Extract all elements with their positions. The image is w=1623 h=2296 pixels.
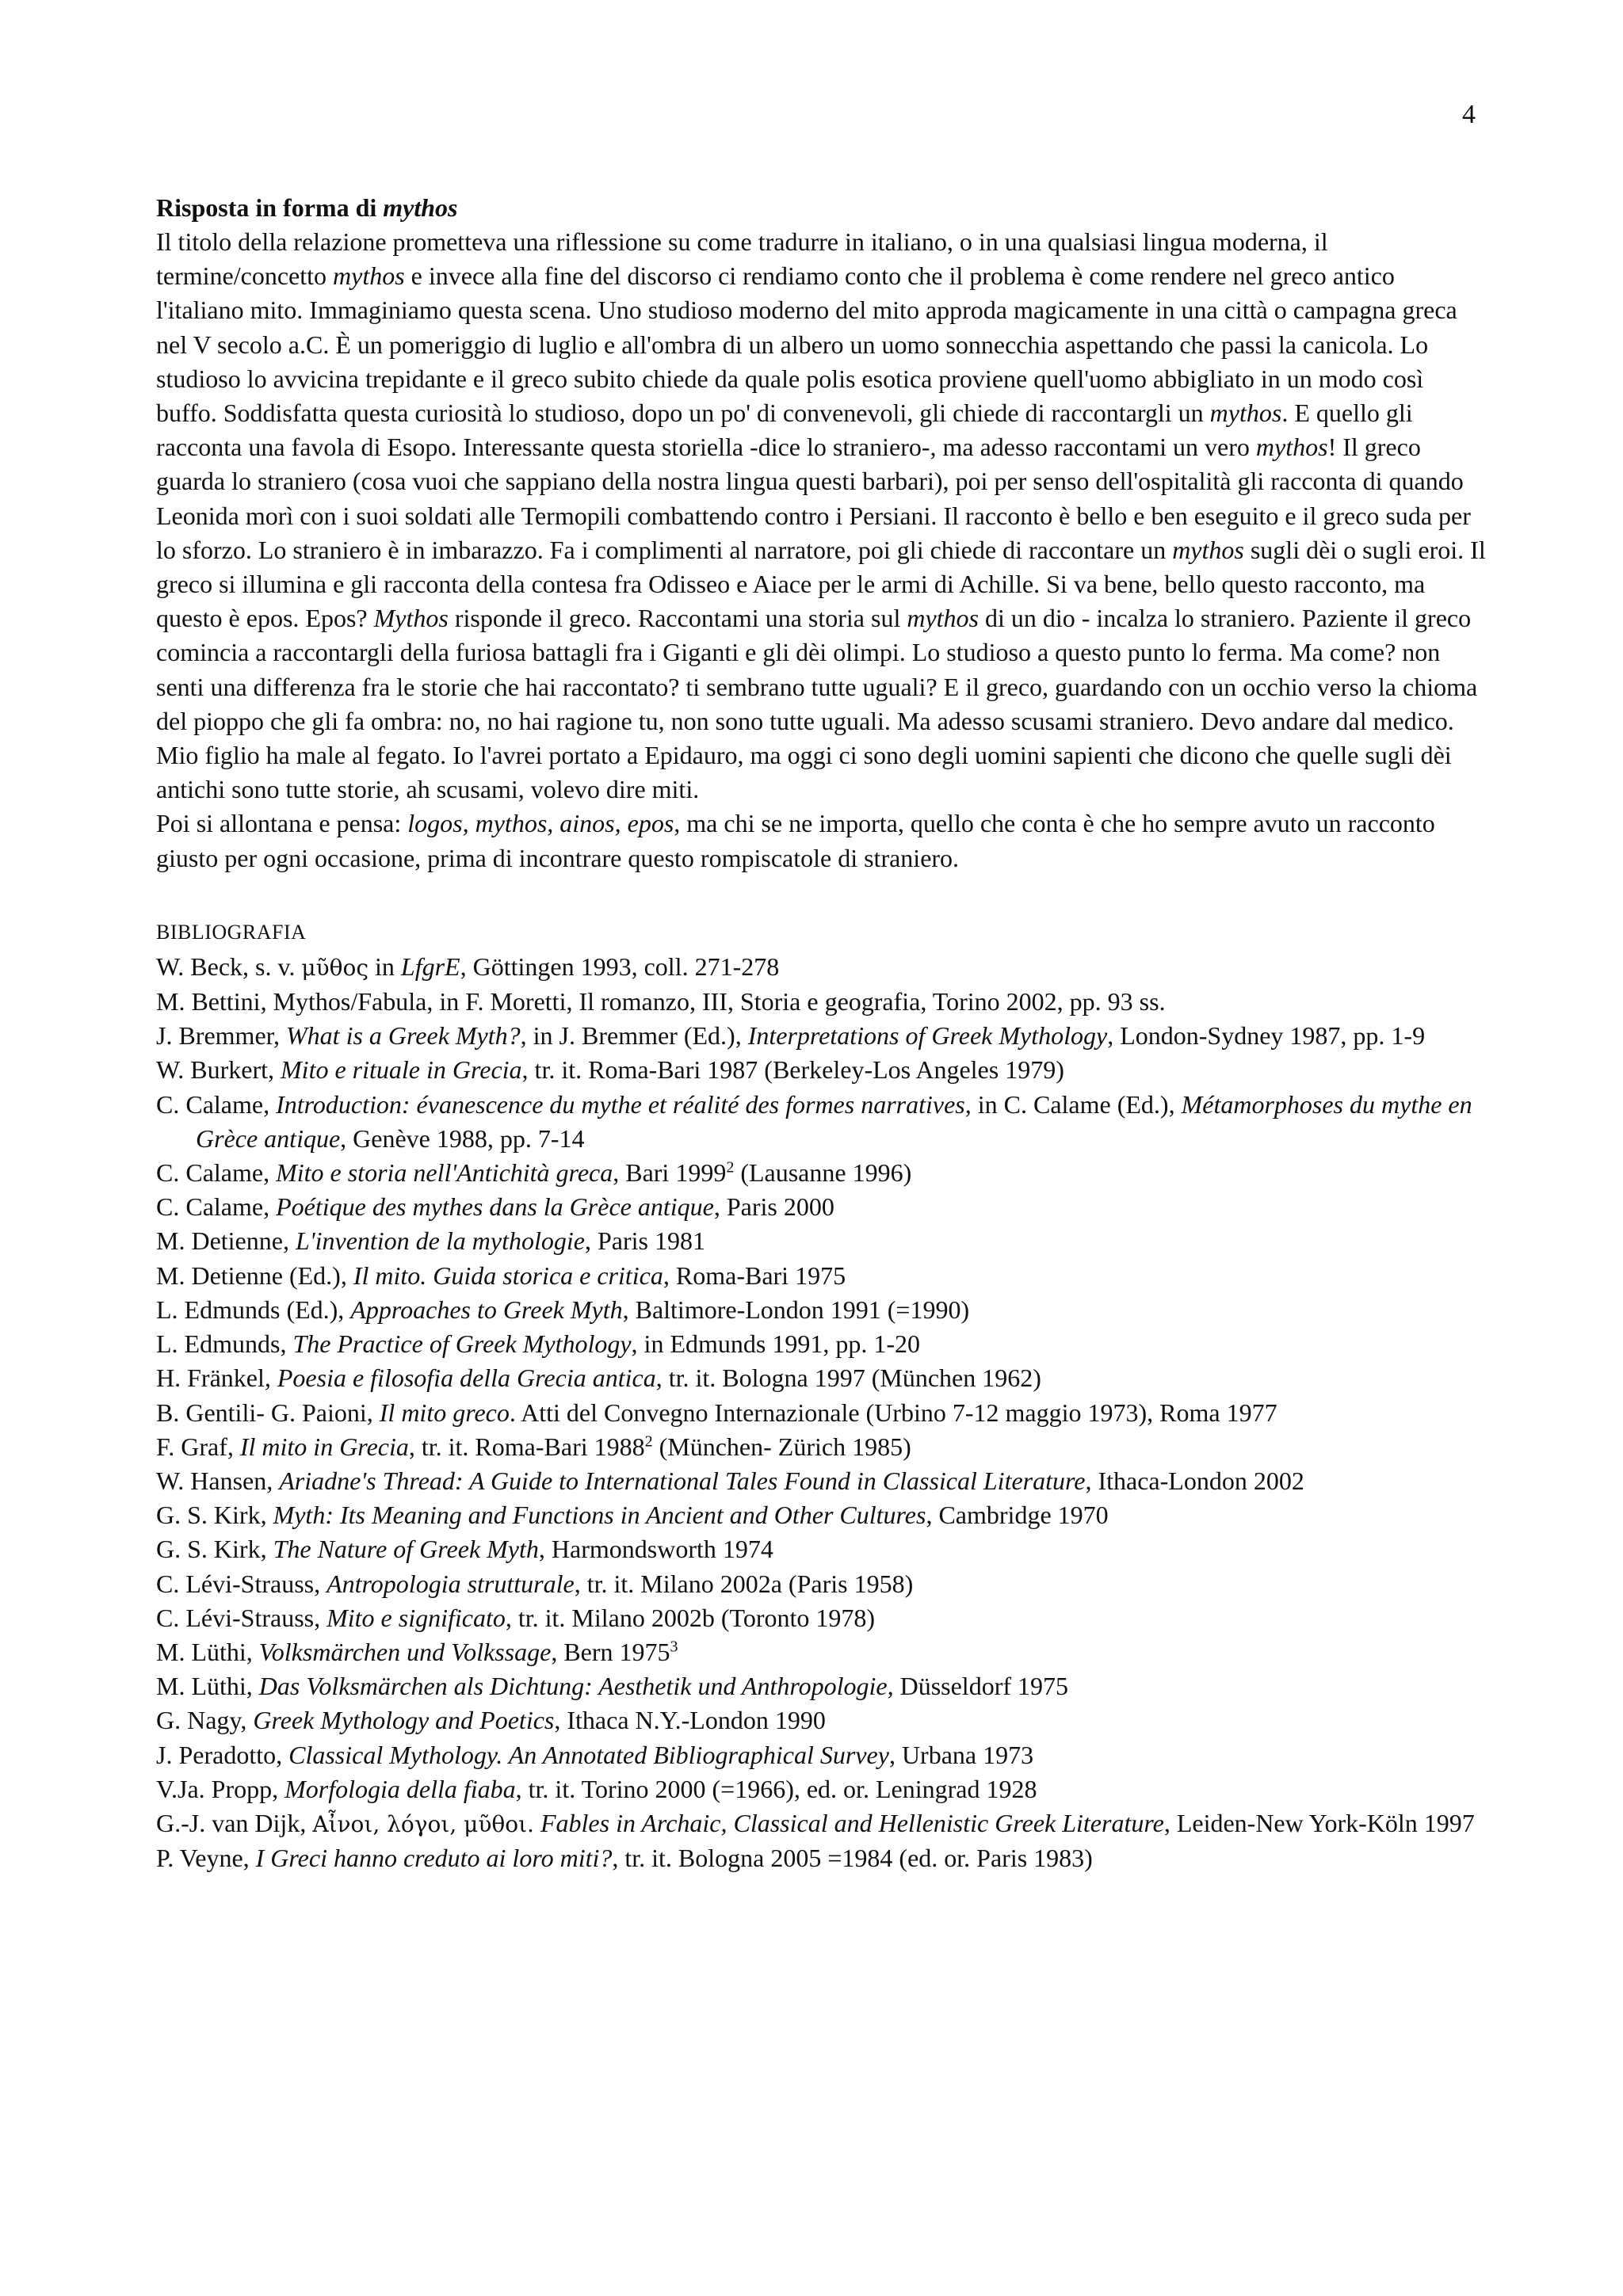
italic-text: logos, mythos, ainos, epos bbox=[407, 809, 674, 838]
italic-text: Métamorphoses du mythe en Grèce antique bbox=[196, 1089, 1472, 1153]
page-content bbox=[156, 190, 1487, 1875]
bibliography-entry bbox=[156, 1464, 1487, 1498]
text-run: V.Ja. Propp, bbox=[156, 1774, 285, 1803]
greek-text: μῦθος bbox=[301, 954, 369, 981]
text-run: (Lausanne 1996) bbox=[734, 1158, 912, 1188]
italic-text: Myth: Its Meaning and Functions in Ancient and Other Cultures bbox=[273, 1501, 926, 1530]
italic-text: The Nature of Greek Myth bbox=[273, 1535, 539, 1564]
text-run: G. S. Kirk, bbox=[156, 1501, 273, 1530]
bibliography-entry bbox=[156, 1703, 1487, 1737]
text-run: B. Gentili- G. Paioni, bbox=[156, 1398, 380, 1427]
italic-text: Fables in Archaic, Classical and Hellenistic Greek Literature bbox=[533, 1808, 1164, 1837]
text-run: W. Burkert, bbox=[156, 1055, 281, 1085]
text-run: , Cambridge 1970 bbox=[926, 1501, 1109, 1530]
superscript-edition: 3 bbox=[670, 1638, 678, 1656]
text-run: J. Peradotto, bbox=[156, 1740, 289, 1769]
text-run: C. Lévi-Strauss, bbox=[156, 1569, 327, 1598]
italic-text: Il mito. Guida storica e critica bbox=[353, 1261, 663, 1290]
italic-text: The Practice of Greek Mythology bbox=[292, 1329, 632, 1359]
italic-text: Approaches to Greek Myth bbox=[350, 1295, 623, 1324]
greek-text: Αἶνοι, λόγοι, μῦθοι. bbox=[312, 1810, 534, 1837]
text-run: , ma chi se ne importa, quello che conta è che ho sempre avuto un racconto giusto per ogni occasione, prima di incontrare questo rompiscatole di straniero. bbox=[156, 809, 1435, 872]
text-run: risponde il greco. Raccontami una storia sul bbox=[448, 604, 907, 633]
italic-text: Interpretations of Greek Mythology bbox=[747, 1021, 1108, 1051]
bibliography-entry bbox=[156, 1088, 1487, 1156]
body-paragraph bbox=[156, 225, 1487, 807]
text-run: H. Fränkel bbox=[156, 1363, 265, 1393]
text-run: sugli dèi o sugli eroi. Il greco si illumina e gli racconta della contesa fra Odisseo e Aiace per le armi di Achille. Si va bene, bello questo racconto, ma questo è epos. Epos? bbox=[156, 535, 1486, 633]
text-run: , Bari 1999 bbox=[613, 1158, 727, 1188]
text-run: , Harmondsworth 1974 bbox=[538, 1535, 773, 1564]
text-run: G. S. Kirk, bbox=[156, 1535, 273, 1564]
text-run: Düsseldorf 1975 bbox=[893, 1672, 1068, 1701]
bibliography-title: BIBLIOGRAFIA bbox=[156, 920, 307, 944]
bibliography-entry bbox=[156, 1738, 1487, 1772]
text-run: M. Detienne, bbox=[156, 1226, 296, 1256]
text-run: e invece alla fine del discorso ci rendiamo conto che il problema è come rendere nel greco antico l'italiano mito. Immaginiamo questa scena. Uno studioso moderno del mito approda magicamente in una città o campagna greca nel V secolo a.C. È un pomeriggio di luglio e all'ombra di un albero un uomo sonnecchia aspettando che passi la canicola. Lo studioso lo avvicina trepidante e il greco subito chiede da quale polis esotica proviene quell'uomo abbigliato in un modo così buffo. Soddisfatta questa curiosità lo studioso, dopo un po' di convenevoli, gli chiede di raccontargli un bbox=[156, 261, 1457, 428]
text-run: C. Lévi-Strauss, bbox=[156, 1603, 327, 1632]
italic-text: Mito e storia nell'Antichità greca bbox=[276, 1158, 613, 1188]
bibliography-entry bbox=[156, 1669, 1487, 1703]
bibliography-list bbox=[156, 950, 1487, 1875]
italic-text: I Greci hanno creduto ai loro miti? bbox=[255, 1844, 613, 1873]
italic-text: Greek Mythology and Poetics bbox=[253, 1706, 555, 1735]
section-heading bbox=[156, 190, 1487, 225]
bibliography-entry bbox=[156, 1327, 1487, 1361]
text-run: M. Lüthi, bbox=[156, 1672, 259, 1701]
bibliography-entry bbox=[156, 985, 1487, 1019]
bibliography-entry bbox=[156, 1190, 1487, 1224]
text-run: J. Bremmer, bbox=[156, 1021, 287, 1051]
bibliography-entry bbox=[156, 1635, 1487, 1669]
bibliography-entry bbox=[156, 1396, 1487, 1430]
text-run: di un dio - incalza lo straniero. Paziente il greco comincia a raccontargli della furiosa battagli fra i Giganti e gli dèi olimpi. Lo studioso a questo punto lo ferma. Ma come? non senti una differenza fra le storie che hai raccontato? ti sembrano tutte uguali? E il greco, guardando con un occhio verso la chioma del pioppo che gli fa ombra: no, no hai ragione tu, non sono tutte uguali. Ma adesso scusami straniero. Devo andare dal medico. Mio figlio ha male al fegato. Io l'avrei portato a Epidauro, ma oggi ci sono degli uomini sapienti che dicono che quelle sugli dèi antichi sono tutte storie, ah scusami, volevo dire miti. bbox=[156, 604, 1478, 804]
text-run: G. Nagy, bbox=[156, 1706, 254, 1735]
superscript-edition: 2 bbox=[644, 1432, 653, 1451]
text-run: , Ithaca-London 2002 bbox=[1085, 1466, 1304, 1495]
italic-text: mythos bbox=[333, 261, 405, 291]
text-run: , Paris 2000 bbox=[713, 1192, 834, 1222]
text-run: C. Calame, bbox=[156, 1192, 277, 1222]
italic-text: Il mito in Grecia bbox=[239, 1432, 409, 1461]
text-run: , in Edmunds 1991, pp. 1-20 bbox=[631, 1329, 920, 1359]
text-run: , Urbana 1973 bbox=[888, 1740, 1034, 1769]
italic-text: Morfologia della fiaba bbox=[285, 1774, 516, 1803]
text-run: , tr. it. Roma-Bari 1987 (Berkeley-Los Angeles 1979) bbox=[521, 1055, 1064, 1085]
italic-text: Classical Mythology. An Annotated Bibliographical Survey bbox=[288, 1740, 889, 1769]
bibliography-entry bbox=[156, 1601, 1487, 1635]
bibliography-entry bbox=[156, 1053, 1487, 1087]
italic-text: mythos bbox=[1209, 399, 1282, 428]
text-run: . Atti del Convegno Internazionale (Urbino 7-12 maggio 1973), Roma 1977 bbox=[509, 1398, 1277, 1427]
text-run: M. Lüthi, bbox=[156, 1637, 259, 1666]
bibliography-entry bbox=[156, 1806, 1487, 1841]
text-run: , Ithaca N.Y.-London 1990 bbox=[554, 1706, 826, 1735]
text-run: (München- Zürich 1985) bbox=[652, 1432, 911, 1461]
text-run: , tr. it. Roma-Bari 1988 bbox=[408, 1432, 645, 1461]
italic-text: Il mito greco bbox=[379, 1398, 510, 1427]
bibliography-entry bbox=[156, 1532, 1487, 1566]
text-run: , Bern 1975 bbox=[551, 1637, 670, 1666]
text-run: L. Edmunds (Ed.), bbox=[156, 1295, 351, 1324]
text-run: W. Hansen, bbox=[156, 1466, 280, 1495]
bibliography-entry bbox=[156, 1772, 1487, 1806]
italic-text: , Poesia e filosofia della Grecia antica bbox=[264, 1363, 656, 1393]
text-run: P. Veyne, bbox=[156, 1844, 256, 1873]
text-run: , tr. it. Torino 2000 (=1966), ed. or. Leningrad 1928 bbox=[515, 1774, 1037, 1803]
text-run: , London-Sydney 1987, pp. 1-9 bbox=[1107, 1021, 1426, 1051]
bibliography-entry bbox=[156, 1293, 1487, 1327]
text-run: , in J. Bremmer (Ed.), bbox=[520, 1021, 748, 1051]
section-heading-text: Risposta in forma di bbox=[156, 193, 377, 222]
text-run: M. Bettini, Mythos/Fabula, in F. Moretti, Il romanzo, III, Storia e geografia, Torino 2002, pp. 93 ss. bbox=[156, 987, 1166, 1016]
bibliography-entry bbox=[156, 1224, 1487, 1258]
italic-text: What is a Greek Myth? bbox=[286, 1021, 521, 1051]
italic-text: Ariadne's Thread: A Guide to International Tales Found in Classical Literature bbox=[279, 1466, 1086, 1495]
text-run: L. Edmunds, bbox=[156, 1329, 293, 1359]
italic-text: LfgrE bbox=[400, 952, 460, 981]
italic-text: Das Volksmärchen als Dichtung: Aesthetik und Anthropologie, bbox=[258, 1672, 894, 1701]
italic-text: mythos bbox=[1172, 535, 1244, 564]
page-number: 4 bbox=[1462, 100, 1476, 129]
text-run: , tr. it. Bologna 1997 (München 1962) bbox=[655, 1363, 1041, 1393]
bibliography-entry bbox=[156, 1841, 1487, 1875]
italic-text: Mito e significato bbox=[327, 1603, 506, 1632]
text-run: C. Calame, bbox=[156, 1158, 277, 1188]
text-run: , Göttingen 1993, coll. 271-278 bbox=[460, 952, 780, 981]
italic-text: Introduction: évanescence du mythe et réalité des formes narratives bbox=[276, 1089, 965, 1119]
text-run: , Baltimore-London 1991 (=1990) bbox=[622, 1295, 970, 1324]
bibliography-entry bbox=[156, 1430, 1487, 1464]
bibliography-entry bbox=[156, 1156, 1487, 1190]
text-run: , tr. it. Milano 2002b (Toronto 1978) bbox=[505, 1603, 876, 1632]
text-run: , tr. it. Bologna 2005 =1984 (ed. or. Paris 1983) bbox=[612, 1844, 1093, 1873]
text-run: , tr. it. Milano 2002a (Paris 1958) bbox=[574, 1569, 914, 1598]
bibliography-entry bbox=[156, 1259, 1487, 1293]
text-run: , in C. Calame (Ed.), bbox=[964, 1089, 1182, 1119]
text-run: , Leiden-New York-Köln 1997 bbox=[1163, 1808, 1475, 1837]
text-run: M. Detienne (Ed.), bbox=[156, 1261, 353, 1290]
closing-paragraph bbox=[156, 807, 1487, 875]
text-run: Poi si allontana e pensa: bbox=[156, 809, 408, 838]
bibliography-entry bbox=[156, 1361, 1487, 1395]
bibliography-entry bbox=[156, 950, 1487, 985]
text-run: W. Beck, s. v. bbox=[156, 952, 302, 981]
bibliography-entry bbox=[156, 1498, 1487, 1532]
text-run: , Paris 1981 bbox=[584, 1226, 705, 1256]
text-run: C. Calame, bbox=[156, 1089, 277, 1119]
section-heading-italic: mythos bbox=[383, 193, 458, 222]
text-run: . E quello gli racconta una favola di Esopo. Interessante questa storiella -dice lo straniero-, ma adesso raccontami un vero bbox=[156, 399, 1413, 462]
bibliography-entry bbox=[156, 1019, 1487, 1053]
text-run: ! Il greco guarda lo straniero (cosa vuoi che sappiano della nostra lingua questi barbari), poi per senso dell'ospitalità gli racconta di quando Leonida morì con i suoi soldati alle Termopili combattendo contro i Persiani. Il racconto è bello e ben eseguito e il greco suda per lo sforzo. Lo straniero è in imbarazzo. Fa i complimenti al narratore, poi gli chiede di raccontare un bbox=[156, 433, 1471, 564]
text-run: , Roma-Bari 1975 bbox=[663, 1261, 846, 1290]
italic-text: L'invention de la mythologie bbox=[295, 1226, 585, 1256]
italic-text: Mito e rituale in Grecia bbox=[281, 1055, 522, 1085]
italic-text: mythos bbox=[1255, 433, 1328, 462]
italic-text: Antropologia strutturale bbox=[327, 1569, 575, 1598]
italic-text: Poétique des mythes dans la Grèce antique bbox=[276, 1192, 714, 1222]
italic-text: Mythos bbox=[373, 604, 449, 633]
text-run: Il titolo della relazione prometteva una riflessione su come tradurre in italiano, o in una qualsiasi lingua moderna, il termine/concetto bbox=[156, 227, 1328, 291]
italic-text: mythos bbox=[907, 604, 979, 633]
bibliography-entry bbox=[156, 1567, 1487, 1601]
text-run: F. Graf, bbox=[156, 1432, 240, 1461]
italic-text: Volksmärchen und Volkssage bbox=[258, 1637, 552, 1666]
text-run: in bbox=[369, 952, 401, 981]
text-run: G.-J. van Dijk, bbox=[156, 1808, 313, 1837]
superscript-edition: 2 bbox=[726, 1158, 735, 1177]
text-run: , Genève 1988, pp. 7-14 bbox=[340, 1123, 585, 1153]
